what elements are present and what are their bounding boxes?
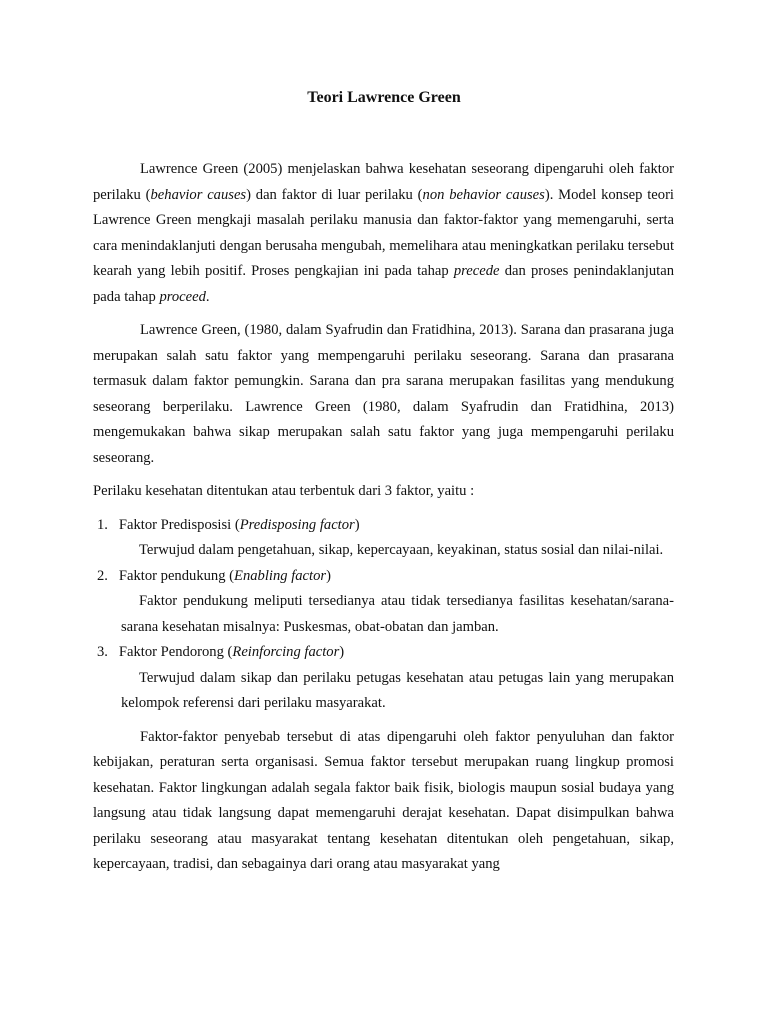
list-item-close: ) [339,644,345,660]
italic-term: Reinforcing factor [232,644,340,660]
paragraph-sarana: Lawrence Green, (1980, dalam Syafrudin dan Fratidhina, 2013). Sarana dan prasarana juga merupakan salah satu faktor yang mempengaruhi perilaku seseorang. Sarana dan prasarana termasuk dalam faktor pemungkin. Sarana dan pra sarana merupakan fasilitas yang mendukung seseorang berperilaku. Lawrence Green (1980, dalam Syafrudin dan Fratidhina, 2013) mengemukakan bahwa sikap merupakan salah satu faktor yang juga mempengaruhi perilaku seseorang. [93,322,674,466]
list-item-description: Terwujud dalam pengetahuan, sikap, kepercayaan, keyakinan, status sosial dan nilai-nilai. [139,542,664,558]
list-item-label: Faktor pendukung ( [118,567,235,584]
list-number: 3. [97,644,108,660]
list-item [93,640,674,717]
paragraph-factors-intro: Perilaku kesehatan ditentukan atau terbentuk dari 3 faktor, yaitu : [93,483,475,499]
italic-term: proceed [159,288,206,305]
list-item-heading [93,564,674,590]
list-item-description: Terwujud dalam sikap dan perilaku petugas kesehatan atau petugas lain yang merupakan kelompok referensi dari perilaku masyarakat. [121,669,674,711]
list-item-heading [93,513,674,539]
list-item-close: ) [354,516,360,533]
list-item [93,564,674,641]
list-item-label: Faktor Predisposisi ( [118,516,240,533]
list-item-close: ) [326,567,331,584]
document-body [93,157,674,878]
italic-term: non behavior causes [422,186,545,203]
italic-term: Enabling factor [234,567,327,584]
page-title: Teori Lawrence Green [307,89,461,106]
list-item-description: Faktor pendukung meliputi tersedianya atau tidak tersedianya fasilitas kesehatan/sarana-sarana kesehatan misalnya: Puskesmas, obat-obatan dan jamban. [121,593,674,635]
factor-list [93,513,674,717]
paragraph-text: ) dan faktor di luar perilaku ( [246,186,423,203]
paragraph-text: Lawrence Green (2005) menjelaskan bahwa kesehatan seseorang dipengaruhi oleh faktor perilaku ( [93,161,674,203]
italic-term: behavior causes [150,186,247,203]
italic-term: precede [453,263,500,279]
paragraph-intro [93,157,674,310]
paragraph-text: dan proses penindaklanjutan pada tahap [93,263,674,305]
paragraph-text: ). Model konsep teori Lawrence Green mengkaji masalah perilaku manusia dan faktor-faktor yang memengaruhi, serta cara menindaklanjuti dengan berusaha mengubah, memelihara atau meningkatkan perilaku tersebut kearah yang lebih positif. Proses pengkajian ini pada tahap [93,186,674,279]
list-number: 2. [97,567,108,584]
list-item [93,513,674,564]
list-item-label: Faktor Pendorong ( [118,644,233,660]
list-number: 1. [97,516,108,533]
paragraph-conclusion: Faktor-faktor penyebab tersebut di atas dipengaruhi oleh faktor penyuluhan dan faktor kebijakan, peraturan serta organisasi. Semua faktor tersebut merupakan ruang lingkup promosi kesehatan. Faktor lingkungan adalah segala faktor baik fisik, biologis maupun sosial budaya yang langsung atau tidak langsung dapat memengaruhi derajat kesehatan. Dapat disimpulkan bahwa perilaku seseorang atau masyarakat tentang kesehatan ditentukan oleh pengetahuan, sikap, kepercayaan, tradisi, dan sebagainya dari orang atau masyarakat yang [93,728,674,872]
list-item-heading [93,640,674,666]
paragraph-text: . [205,288,210,305]
italic-term: Predisposing factor [239,516,355,533]
